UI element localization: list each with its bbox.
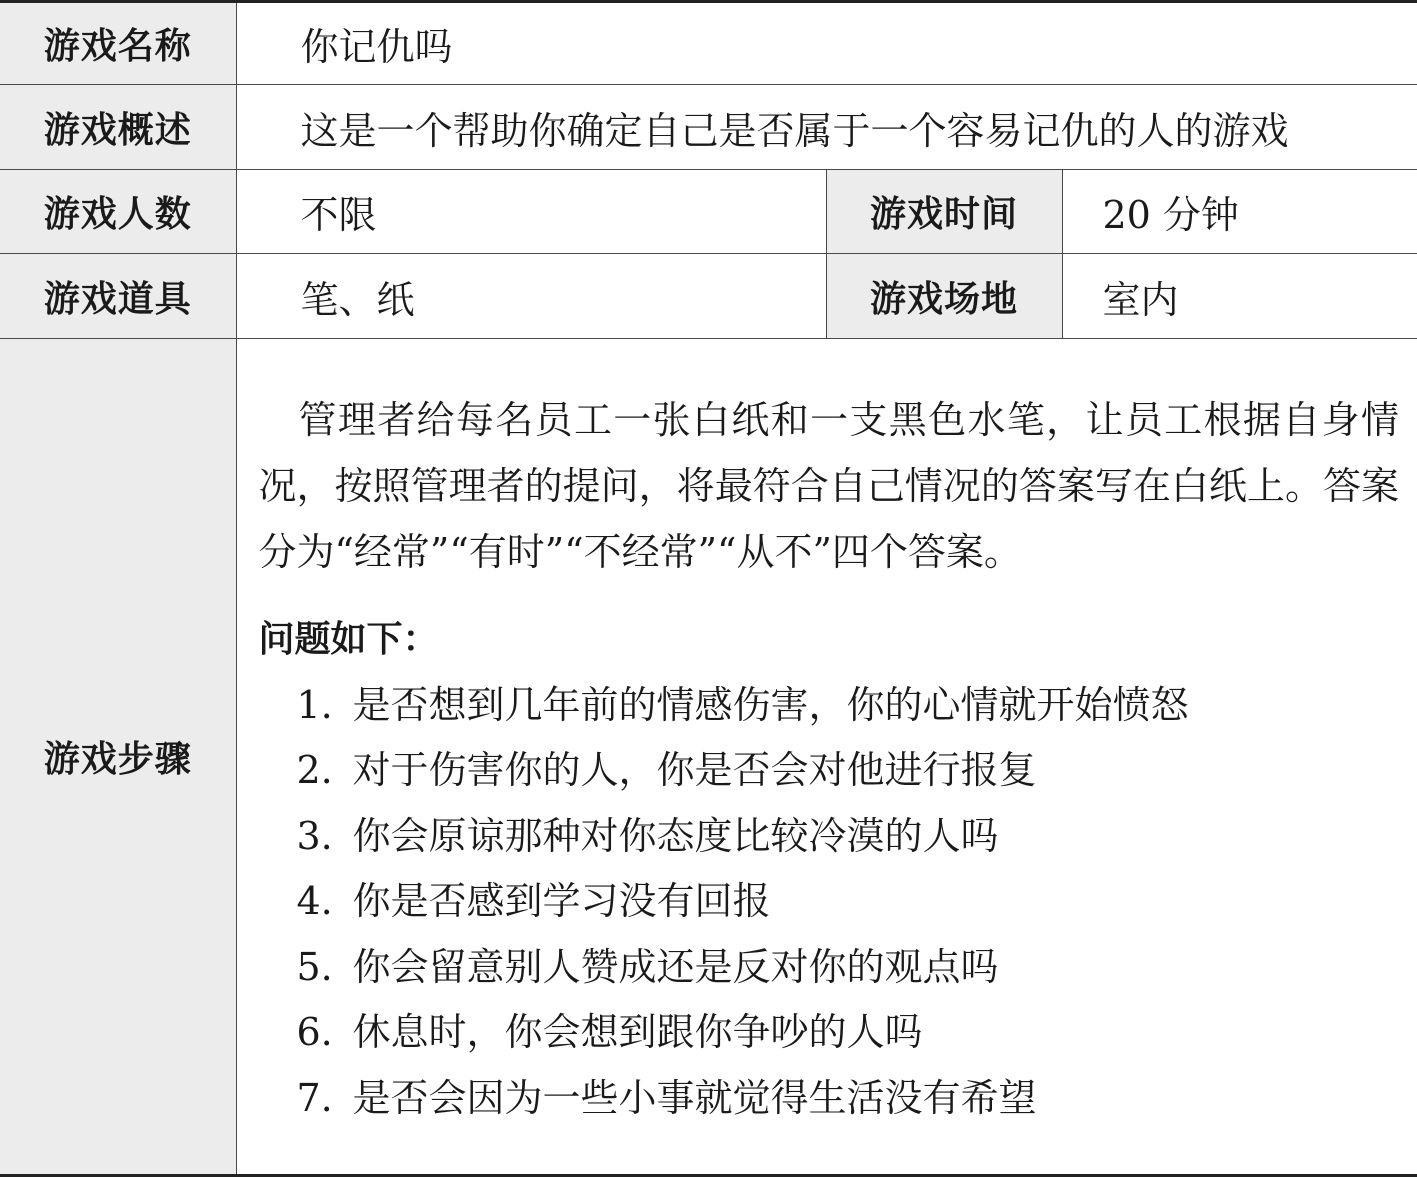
question-item (259, 1066, 1400, 1132)
value-game-name: 你记仇吗 (236, 2, 1417, 85)
question-text: 你是否感到学习没有回报 (352, 879, 771, 924)
question-text: 你会原谅那种对你态度比较冷漠的人吗 (352, 813, 999, 858)
question-item (259, 935, 1400, 1001)
question-number: 3. (296, 813, 333, 858)
label-time: 游戏时间 (826, 169, 1062, 253)
question-item (259, 738, 1400, 804)
question-text: 对于伤害你的人，你是否会对他进行报复 (352, 748, 1037, 793)
question-number: 1. (296, 682, 333, 727)
row-game-steps (0, 338, 1417, 1175)
question-number: 2. (296, 748, 333, 793)
row-game-name (0, 2, 1417, 85)
label-game-overview: 游戏概述 (0, 85, 236, 169)
label-players: 游戏人数 (0, 169, 236, 253)
row-players-time (0, 169, 1417, 253)
question-item (259, 804, 1400, 870)
steps-content (236, 338, 1417, 1175)
label-game-name: 游戏名称 (0, 2, 236, 85)
question-number: 5. (296, 944, 333, 989)
question-number: 6. (296, 1010, 333, 1055)
value-venue: 室内 (1062, 254, 1417, 338)
row-props-venue (0, 254, 1417, 338)
value-game-overview: 这是一个帮助你确定自己是否属于一个容易记仇的人的游戏 (236, 85, 1417, 169)
question-text: 是否会因为一些小事就觉得生活没有希望 (352, 1075, 1037, 1120)
question-number: 4. (296, 879, 333, 924)
label-venue: 游戏场地 (826, 254, 1062, 338)
question-text: 休息时，你会想到跟你争吵的人吗 (352, 1010, 923, 1055)
value-players: 不限 (236, 169, 826, 253)
value-time: 20 分钟 (1062, 169, 1417, 253)
question-text: 是否想到几年前的情感伤害，你的心情就开始愤怒 (352, 682, 1189, 727)
steps-intro: 管理者给每名员工一张白纸和一支黑色水笔，让员工根据自身情况，按照管理者的提问，将最符合自己情况的答案写在白纸上。答案分为“经常”“有时”“不经常”“从不”四个答案。 (258, 397, 1399, 574)
row-game-overview (0, 85, 1417, 169)
label-game-steps: 游戏步骤 (0, 338, 236, 1175)
question-text: 你会留意别人赞成还是反对你的观点吗 (352, 944, 999, 989)
label-props: 游戏道具 (0, 254, 236, 338)
value-props: 笔、纸 (236, 254, 826, 338)
question-item (259, 869, 1400, 935)
question-item (259, 1000, 1400, 1066)
question-number: 7. (296, 1075, 333, 1120)
questions-list (259, 673, 1400, 1132)
questions-title: 问题如下： (258, 618, 439, 660)
question-item (259, 673, 1400, 739)
